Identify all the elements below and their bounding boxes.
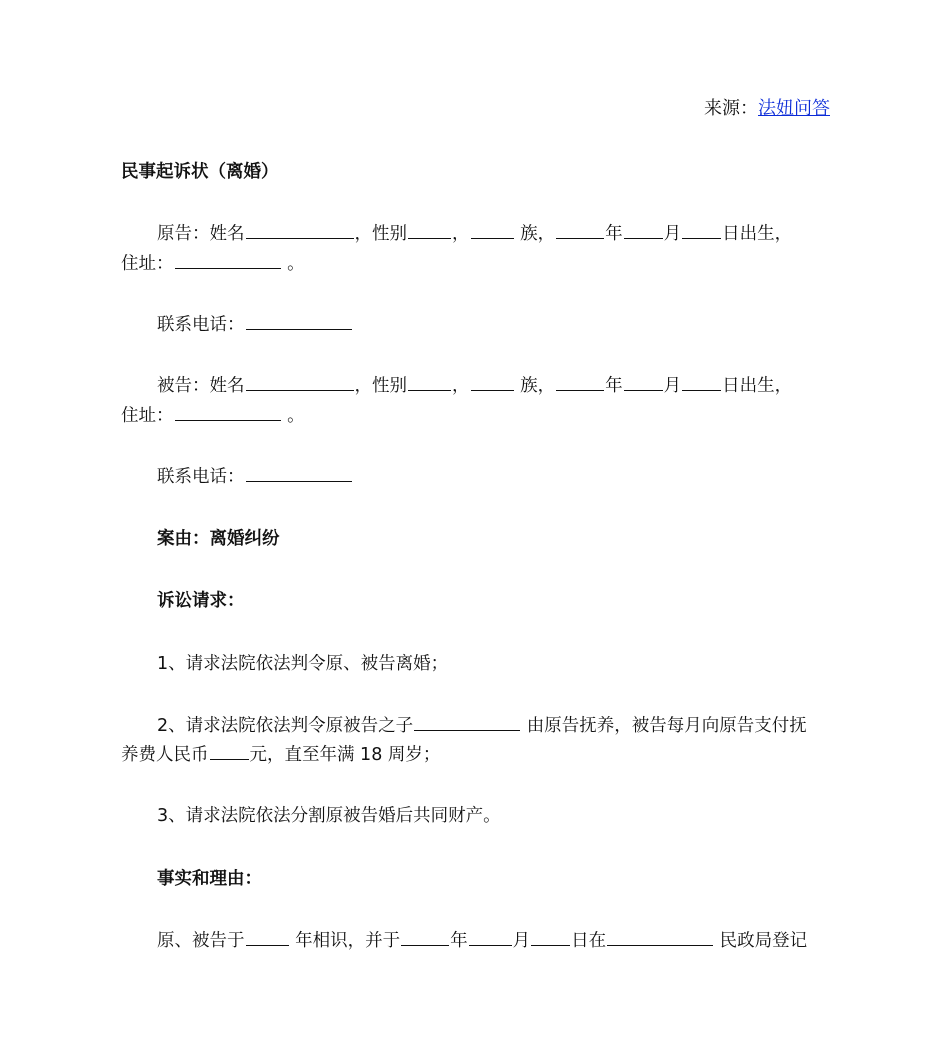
defendant-ethnic-blank[interactable] (471, 372, 514, 391)
defendant-gender-blank[interactable] (408, 372, 451, 391)
plaintiff-gender-blank[interactable] (408, 220, 451, 239)
source-link[interactable]: 法妞问答 (758, 98, 830, 119)
claims-heading: 诉讼请求： (157, 591, 245, 611)
claim-1: 1、请求法院依法判令原、被告离婚； (157, 654, 449, 674)
source-line (704, 96, 830, 122)
plaintiff-name-blank[interactable] (246, 220, 354, 239)
claim-2-line-1: 2、请求法院依法判令原被告之子 由原告抚养，被告每月向原告支付抚 (121, 712, 867, 740)
defendant-phone-line: 联系电话： (121, 463, 867, 491)
facts-heading: 事实和理由： (157, 869, 262, 889)
plaintiff-phone-line: 联系电话： (121, 311, 867, 339)
reg-day-blank[interactable] (531, 927, 570, 946)
plaintiff-year-blank[interactable] (556, 220, 604, 239)
defendant-month-blank[interactable] (624, 372, 663, 391)
bureau-blank[interactable] (607, 927, 713, 946)
source-label: 来源： (704, 98, 758, 119)
plaintiff-line-1: 原告：姓名 ，性别 ， 族， 年 月 日出生， (121, 220, 867, 248)
defendant-line-1: 被告：姓名 ，性别 ， 族， 年 月 日出生， (121, 372, 867, 400)
defendant-year-blank[interactable] (556, 372, 604, 391)
support-amount-blank[interactable] (210, 741, 249, 760)
plaintiff-month-blank[interactable] (624, 220, 663, 239)
claim-2-line-2: 养费人民币 元，直至年满 18 周岁； (121, 741, 831, 769)
defendant-phone-blank[interactable] (246, 463, 352, 482)
plaintiff-address-blank[interactable] (175, 250, 281, 269)
claim-3: 3、请求法院依法分割原被告婚后共同财产。 (157, 806, 501, 826)
document-title: 民事起诉状（离婚） (121, 162, 279, 182)
defendant-line-2: 住址： 。 (121, 402, 831, 430)
child-name-blank[interactable] (414, 712, 520, 731)
defendant-day-blank[interactable] (682, 372, 721, 391)
plaintiff-phone-blank[interactable] (246, 311, 352, 330)
defendant-address-blank[interactable] (175, 402, 281, 421)
reg-year-blank[interactable] (401, 927, 449, 946)
facts-line-1: 原、被告于 年相识，并于 年 月 日在 民政局登记 (121, 927, 867, 955)
plaintiff-ethnic-blank[interactable] (471, 220, 514, 239)
met-year-blank[interactable] (246, 927, 289, 946)
cause-heading: 案由：离婚纠纷 (157, 529, 280, 549)
reg-month-blank[interactable] (469, 927, 512, 946)
plaintiff-day-blank[interactable] (682, 220, 721, 239)
defendant-name-blank[interactable] (246, 372, 354, 391)
plaintiff-line-2: 住址： 。 (121, 250, 831, 278)
